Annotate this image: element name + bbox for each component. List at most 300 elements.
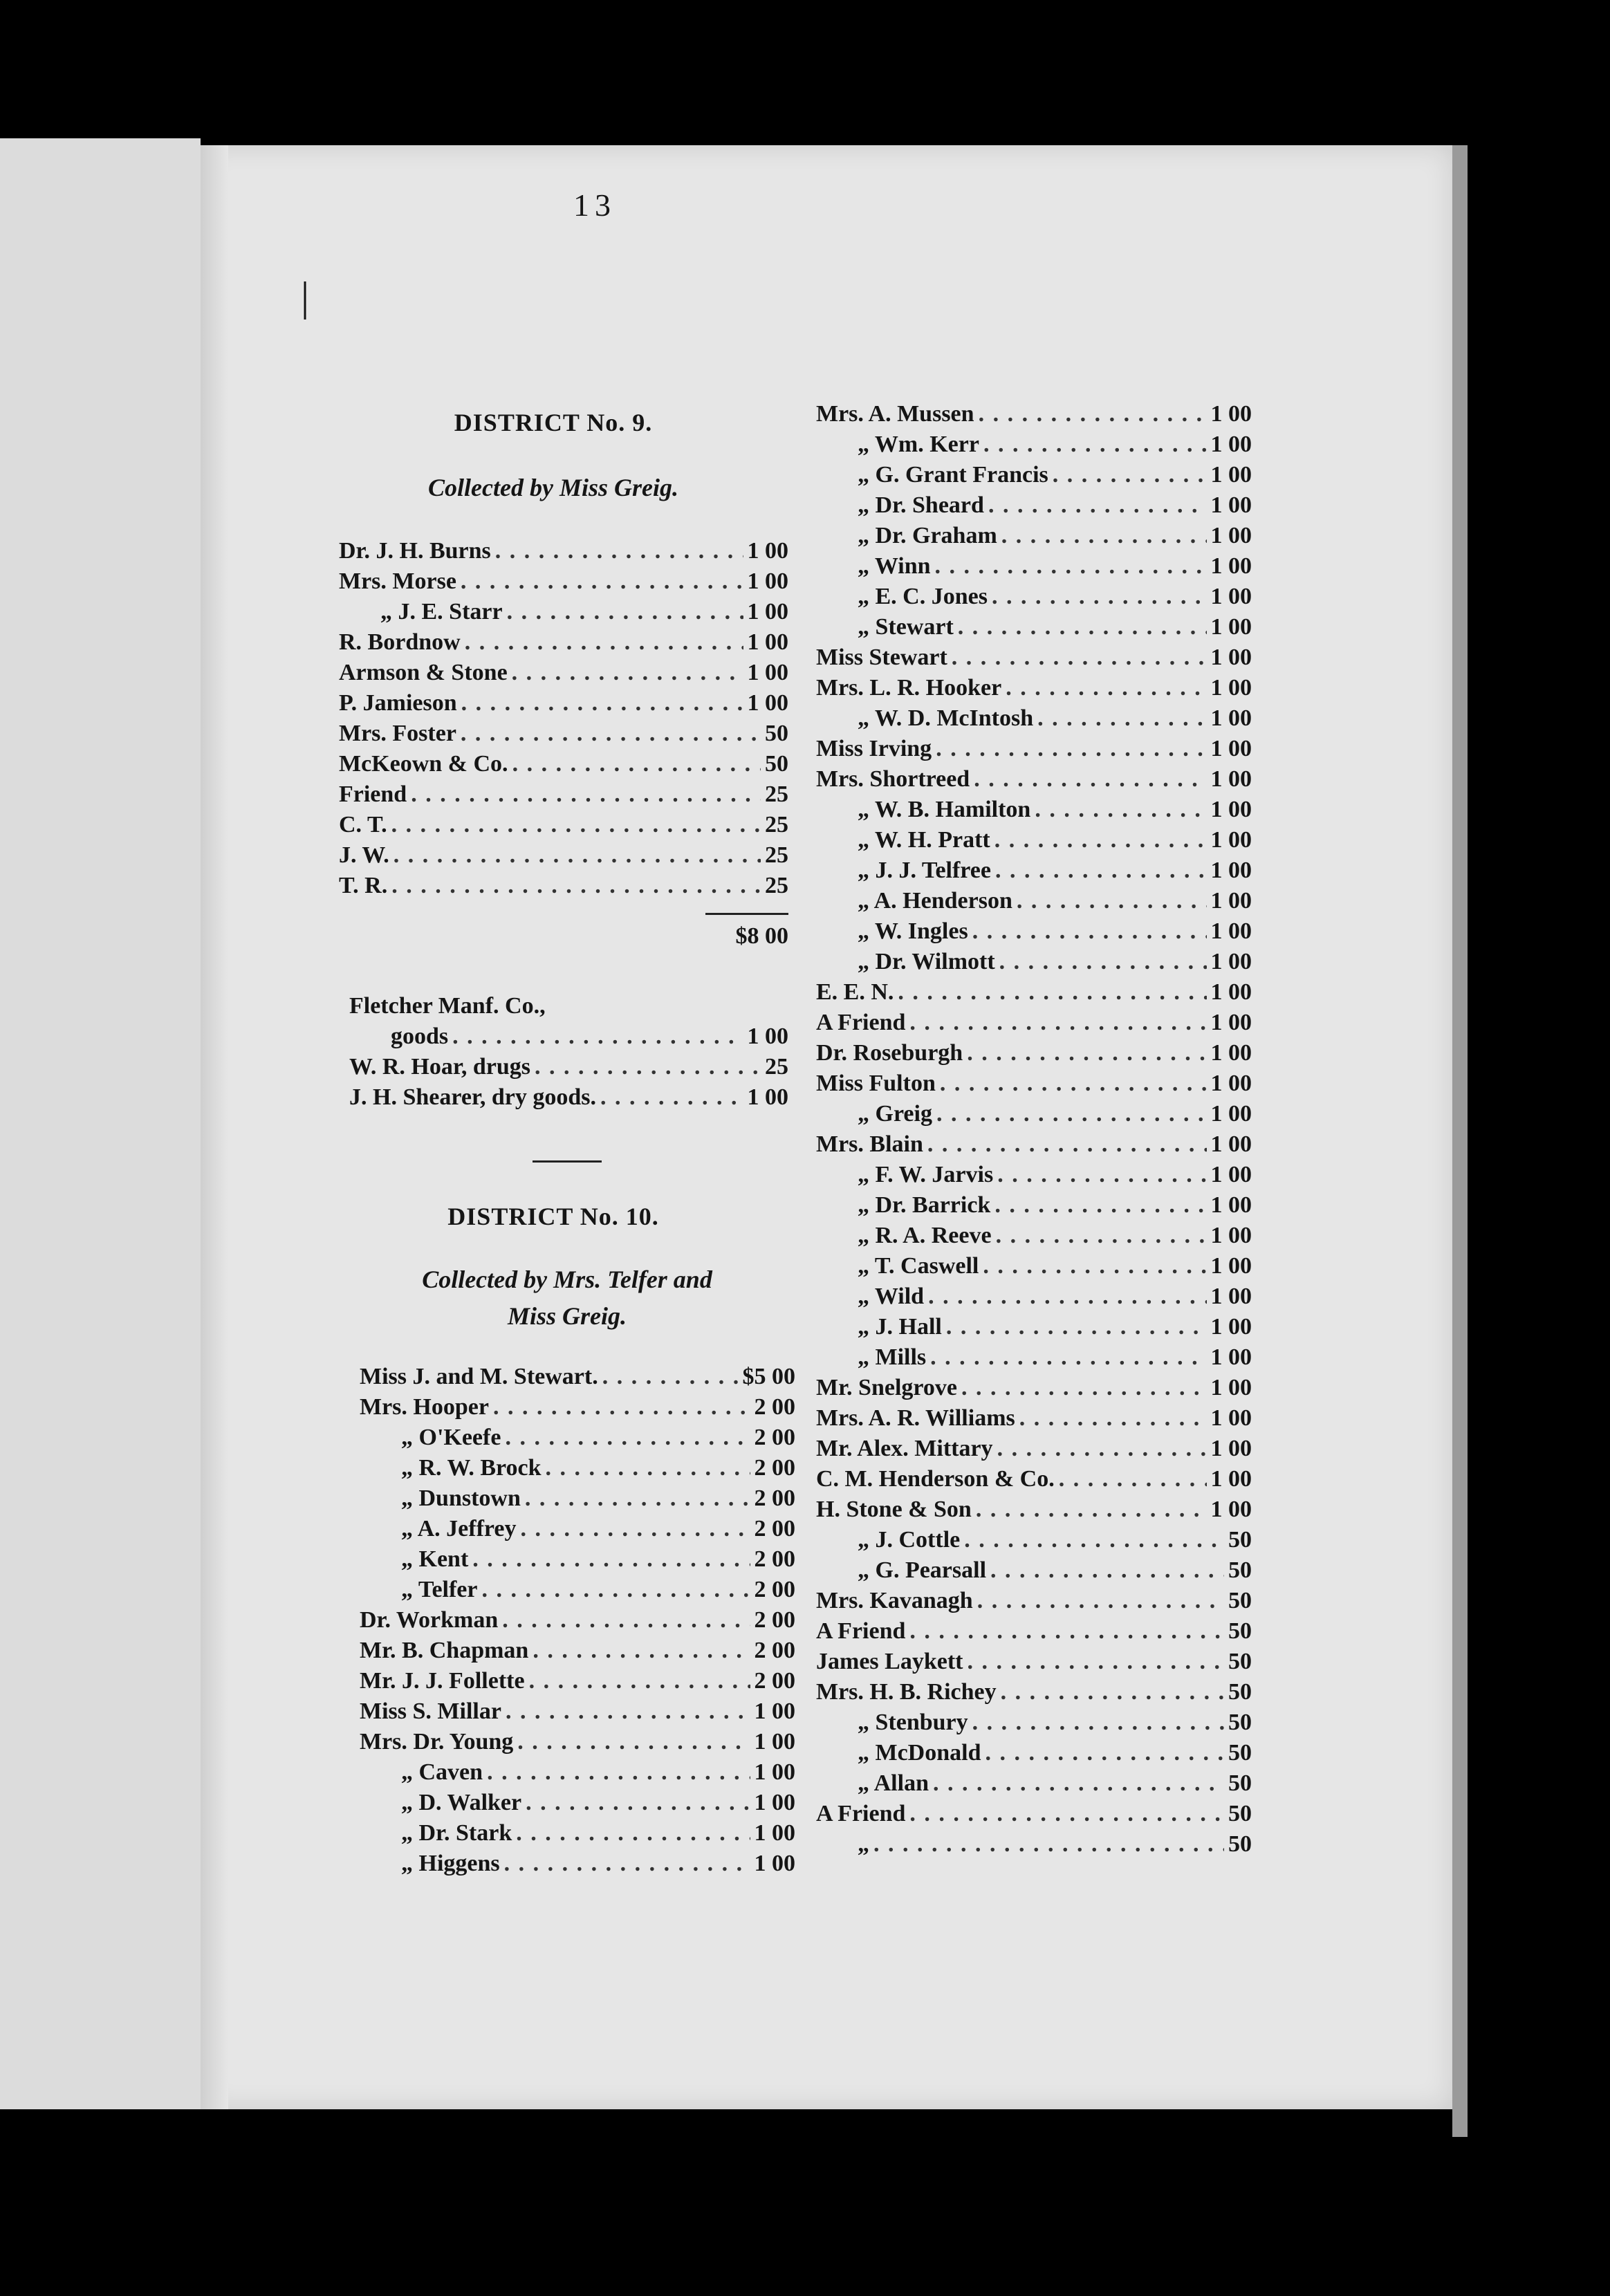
list-item — [816, 1740, 1252, 1770]
entry-amount: 25 — [765, 1054, 788, 1080]
entry-amount: 2 00 — [754, 1485, 795, 1511]
dot-leader — [487, 1759, 750, 1786]
entry-amount: 1 00 — [1210, 766, 1252, 792]
entry-amount: 1 00 — [1210, 432, 1252, 457]
page-number: 13 — [573, 187, 616, 223]
entry-name: Mrs. A. R. Williams — [816, 1405, 1015, 1431]
entry-amount: 1 00 — [1210, 614, 1252, 640]
dot-leader — [391, 812, 761, 838]
entry-name: Miss Fulton — [816, 1071, 936, 1096]
dot-leader — [992, 584, 1207, 610]
entry-amount: 1 00 — [1210, 462, 1252, 488]
entry-name: J. H. Shearer, dry goods. — [349, 1084, 597, 1110]
entry-name: „ W. B. Hamilton — [858, 797, 1031, 822]
entry-amount: 1 00 — [1210, 1405, 1252, 1431]
entry-amount: 1 00 — [1210, 1466, 1252, 1492]
list-item — [816, 1588, 1252, 1618]
dot-leader — [517, 1729, 750, 1755]
entry-name: A Friend — [816, 1618, 906, 1644]
list-item — [816, 1375, 1252, 1405]
entry-amount: 1 00 — [747, 1024, 788, 1049]
entry-name: „ Dr. Barrick — [858, 1192, 991, 1218]
entry-name: Dr. J. H. Burns — [339, 538, 491, 564]
list-item — [816, 797, 1252, 827]
dot-leader — [512, 751, 761, 777]
entry-name: „ E. C. Jones — [858, 584, 988, 609]
list-item — [339, 538, 788, 568]
entry-amount: 1 00 — [754, 1851, 795, 1876]
list-item — [816, 1436, 1252, 1466]
dot-leader — [964, 1527, 1224, 1553]
list-item — [360, 1698, 795, 1729]
entry-amount: 25 — [765, 842, 788, 868]
list-item — [816, 1314, 1252, 1344]
entry-name: „ Winn — [858, 553, 931, 579]
list-item — [816, 918, 1252, 949]
list-item — [816, 1831, 1252, 1862]
dot-leader — [997, 1162, 1206, 1188]
district-9-total: $8 00 — [735, 923, 788, 949]
dot-leader — [545, 1455, 750, 1481]
dot-leader — [983, 1253, 1206, 1279]
list-item — [360, 1638, 795, 1668]
entry-amount: 1 00 — [1210, 797, 1252, 822]
list-item — [816, 1649, 1252, 1679]
list-item — [816, 888, 1252, 918]
entry-amount: 1 00 — [1210, 1010, 1252, 1035]
margin-mark: | — [301, 274, 310, 320]
entry-amount: 2 00 — [754, 1638, 795, 1663]
entry-amount: 1 00 — [1210, 888, 1252, 914]
dot-leader — [411, 781, 761, 808]
dot-leader — [512, 660, 743, 686]
entry-amount: 1 00 — [1210, 1375, 1252, 1400]
list-item — [339, 690, 788, 721]
dot-leader — [505, 1425, 750, 1451]
entry-amount: 50 — [1228, 1527, 1252, 1553]
entry-name: „ Mills — [858, 1344, 927, 1370]
entry-name: J. W. — [339, 842, 389, 868]
dot-leader — [967, 1040, 1206, 1066]
entry-name: Mr. Alex. Mittary — [816, 1436, 993, 1461]
entry-name: „ J. Cottle — [858, 1527, 961, 1553]
entry-name: Fletcher Manf. Co., — [349, 993, 546, 1019]
entry-amount: 1 00 — [1210, 705, 1252, 731]
dot-leader — [600, 1084, 743, 1111]
list-item — [360, 1485, 795, 1516]
list-item — [816, 1253, 1252, 1284]
district-10-collector-line-2: Miss Greig. — [507, 1302, 627, 1330]
entry-amount: 2 00 — [754, 1455, 795, 1481]
list-item — [816, 1223, 1252, 1253]
entry-name: Miss S. Millar — [360, 1698, 501, 1724]
list-item — [349, 1054, 788, 1084]
dot-leader — [1035, 797, 1206, 823]
entry-amount: 1 00 — [1210, 675, 1252, 701]
entry-amount: 1 00 — [1210, 1040, 1252, 1066]
entry-amount: 1 00 — [1210, 979, 1252, 1005]
dot-leader — [909, 1801, 1224, 1827]
dot-leader — [493, 1394, 750, 1420]
entry-amount: 1 00 — [747, 599, 788, 624]
entry-name: „ Stewart — [858, 614, 954, 640]
list-item — [816, 1040, 1252, 1071]
list-item — [816, 979, 1252, 1010]
dot-leader — [983, 432, 1207, 458]
entry-amount: 50 — [1228, 1740, 1252, 1766]
list-item — [360, 1394, 795, 1425]
dot-leader — [933, 1770, 1224, 1797]
entry-amount: 1 00 — [1210, 1497, 1252, 1522]
dot-leader — [990, 1557, 1224, 1584]
list-item — [816, 1284, 1252, 1314]
entry-name: Mrs. Shortreed — [816, 766, 970, 792]
district-10-collector-line-1: Collected by Mrs. Telfer and — [422, 1266, 712, 1293]
list-item — [816, 858, 1252, 888]
dot-leader — [506, 1698, 750, 1725]
dot-leader — [1001, 523, 1207, 549]
district-9-heading: DISTRICT No. 9. — [454, 409, 653, 436]
dot-leader — [394, 842, 761, 869]
list-item — [816, 401, 1252, 432]
entry-amount: 1 00 — [747, 538, 788, 564]
list-item — [816, 766, 1252, 797]
entry-name: A Friend — [816, 1010, 906, 1035]
list-item — [360, 1425, 795, 1455]
dot-leader — [961, 1375, 1207, 1401]
right-column-list — [816, 401, 1252, 1862]
entry-amount: 1 00 — [754, 1729, 795, 1755]
list-item — [816, 1557, 1252, 1588]
list-item — [816, 1192, 1252, 1223]
entry-amount: 1 00 — [1210, 1223, 1252, 1248]
list-item — [339, 568, 788, 599]
dot-leader — [986, 1740, 1225, 1766]
facing-page-fragment — [0, 138, 201, 2109]
entry-amount: 2 00 — [754, 1425, 795, 1450]
dot-leader — [972, 1710, 1224, 1736]
entry-amount: 1 00 — [754, 1759, 795, 1785]
entry-amount: 50 — [1228, 1770, 1252, 1796]
entry-name: R. Bordnow — [339, 629, 461, 655]
list-item — [816, 462, 1252, 492]
entry-amount: 50 — [1228, 1618, 1252, 1644]
entry-amount: 1 00 — [1210, 1131, 1252, 1157]
list-item — [339, 629, 788, 660]
entry-amount: 50 — [1228, 1710, 1252, 1735]
entry-name: Miss Stewart — [816, 645, 947, 670]
entry-name: „ — [858, 1831, 869, 1857]
entry-name: Mr. Snelgrove — [816, 1375, 957, 1400]
entry-amount: 50 — [1228, 1679, 1252, 1705]
dot-leader — [927, 1131, 1207, 1158]
entry-amount: 1 00 — [1210, 1314, 1252, 1340]
entry-amount: 1 00 — [1210, 1101, 1252, 1127]
dot-leader — [391, 873, 761, 899]
entry-name: Miss Irving — [816, 736, 932, 761]
dot-leader — [946, 1314, 1207, 1340]
entry-name: goods — [391, 1024, 449, 1049]
dot-leader — [936, 1101, 1207, 1127]
district-10-heading: DISTRICT No. 10. — [447, 1203, 659, 1230]
entry-amount: 50 — [765, 721, 788, 746]
entry-amount: 1 00 — [747, 1084, 788, 1110]
entry-name: Mrs. Kavanagh — [816, 1588, 973, 1613]
list-item — [816, 492, 1252, 523]
dot-leader — [999, 949, 1207, 975]
entry-amount: 2 00 — [754, 1394, 795, 1420]
entry-name: „ Stenbury — [858, 1710, 968, 1735]
entry-amount: $5 00 — [742, 1364, 795, 1389]
dot-leader — [516, 1820, 750, 1846]
district-9-total-rule — [705, 913, 788, 915]
entry-amount: 2 00 — [754, 1546, 795, 1572]
list-item — [816, 553, 1252, 584]
entry-amount: 1 00 — [747, 690, 788, 716]
dot-leader — [1037, 705, 1206, 732]
entry-amount: 1 00 — [1210, 584, 1252, 609]
list-item — [816, 949, 1252, 979]
entry-name: „ Dr. Stark — [401, 1820, 512, 1846]
entry-name: „ Telfer — [401, 1577, 478, 1602]
district-9-goods-list — [349, 993, 788, 1115]
dot-leader — [526, 1790, 750, 1816]
dot-leader — [996, 1223, 1207, 1249]
entry-name: „ D. Walker — [401, 1790, 522, 1815]
entry-amount: 1 00 — [1210, 492, 1252, 518]
entry-name: E. E. N. — [816, 979, 894, 1005]
entry-amount: 50 — [1228, 1831, 1252, 1857]
entry-name: Mr. B. Chapman — [360, 1638, 529, 1663]
list-item — [816, 1071, 1252, 1101]
list-item — [816, 1497, 1252, 1527]
entry-name: „ Wm. Kerr — [858, 432, 979, 457]
section-divider — [533, 1160, 602, 1163]
page-gutter — [201, 145, 228, 2109]
list-item — [339, 660, 788, 690]
list-item — [816, 1466, 1252, 1497]
entry-name: Mrs. Hooper — [360, 1394, 489, 1420]
district-9-list — [339, 538, 788, 903]
list-item — [816, 675, 1252, 705]
list-item — [360, 1820, 795, 1851]
dot-leader — [1001, 1679, 1224, 1705]
dot-leader — [952, 645, 1207, 671]
entry-name: „ W. D. McIntosh — [858, 705, 1034, 731]
list-item — [816, 1770, 1252, 1801]
list-item — [339, 842, 788, 873]
entry-name: Armson & Stone — [339, 660, 508, 685]
dot-leader — [928, 1284, 1206, 1310]
entry-amount: 1 00 — [1210, 553, 1252, 579]
list-item — [360, 1516, 795, 1546]
dot-leader — [994, 827, 1207, 853]
entry-name: A Friend — [816, 1801, 906, 1826]
entry-name: „ W. H. Pratt — [858, 827, 990, 853]
entry-amount: 1 00 — [754, 1698, 795, 1724]
entry-name: Friend — [339, 781, 407, 807]
dot-leader — [507, 599, 743, 625]
entry-amount: 50 — [1228, 1557, 1252, 1583]
list-item — [360, 1364, 795, 1394]
entry-name: Dr. Workman — [360, 1607, 499, 1633]
district-9-collector: Collected by Miss Greig. — [428, 474, 678, 501]
entry-amount: 2 00 — [754, 1577, 795, 1602]
dot-leader — [974, 766, 1206, 793]
entry-name: Mr. J. J. Follette — [360, 1668, 525, 1694]
entry-name: „ Kent — [401, 1546, 469, 1572]
dot-leader — [502, 1607, 750, 1633]
entry-amount: 25 — [765, 873, 788, 898]
entry-name: C. M. Henderson & Co. — [816, 1466, 1055, 1492]
list-item — [816, 827, 1252, 858]
list-item — [349, 993, 788, 1024]
entry-name: „ G. Pearsall — [858, 1557, 987, 1583]
entry-name: „ R. W. Brock — [401, 1455, 542, 1481]
dot-leader — [873, 1831, 1224, 1858]
entry-name: Mrs. Morse — [339, 568, 456, 594]
list-item — [816, 1131, 1252, 1162]
dot-leader — [1019, 1405, 1207, 1432]
entry-name: „ Dr. Graham — [858, 523, 997, 548]
list-item — [816, 584, 1252, 614]
list-item — [360, 1851, 795, 1881]
dot-leader — [967, 1649, 1224, 1675]
list-item — [339, 599, 788, 629]
entry-amount: 1 00 — [754, 1820, 795, 1846]
entry-name: Miss J. and M. Stewart. — [360, 1364, 598, 1389]
district-10-list — [360, 1364, 795, 1881]
list-item — [349, 1024, 788, 1054]
entry-name: W. R. Hoar, drugs — [349, 1054, 530, 1080]
entry-amount: 1 00 — [754, 1790, 795, 1815]
entry-name: „ J. J. Telfree — [858, 858, 991, 883]
list-item — [360, 1729, 795, 1759]
entry-amount: 1 00 — [747, 568, 788, 594]
entry-amount: 1 00 — [1210, 1192, 1252, 1218]
entry-name: „ Wild — [858, 1284, 925, 1309]
entry-name: „ A. Henderson — [858, 888, 1012, 914]
page-edge — [1452, 145, 1468, 2137]
list-item — [339, 873, 788, 903]
entry-name: Mrs. L. R. Hooker — [816, 675, 1002, 701]
list-item — [816, 1801, 1252, 1831]
entry-name: Mrs. Foster — [339, 721, 456, 746]
entry-name: „ Dunstown — [401, 1485, 521, 1511]
entry-name: „ O'Keefe — [401, 1425, 501, 1450]
list-item — [816, 645, 1252, 675]
dot-leader — [979, 401, 1207, 427]
entry-amount: 2 00 — [754, 1607, 795, 1633]
dot-leader — [976, 1497, 1207, 1523]
entry-name: „ R. A. Reeve — [858, 1223, 992, 1248]
entry-name: „ G. Grant Francis — [858, 462, 1048, 488]
dot-leader — [898, 979, 1206, 1006]
entry-amount: 1 00 — [1210, 401, 1252, 427]
entry-amount: 1 00 — [747, 660, 788, 685]
dot-leader — [930, 1344, 1206, 1371]
entry-name: Mrs. H. B. Richey — [816, 1679, 997, 1705]
list-item — [360, 1577, 795, 1607]
entry-name: „ T. Caswell — [858, 1253, 979, 1279]
list-item — [816, 1679, 1252, 1710]
list-item — [816, 1710, 1252, 1740]
list-item — [816, 1527, 1252, 1557]
dot-leader — [461, 721, 761, 747]
dot-leader — [936, 736, 1206, 762]
entry-amount: 50 — [1228, 1588, 1252, 1613]
dot-leader — [461, 690, 743, 716]
entry-amount: 25 — [765, 812, 788, 837]
entry-amount: 50 — [765, 751, 788, 777]
list-item — [339, 721, 788, 751]
entry-amount: 1 00 — [1210, 1344, 1252, 1370]
entry-name: T. R. — [339, 873, 388, 898]
entry-name: Mrs. Dr. Young — [360, 1729, 514, 1755]
dot-leader — [535, 1054, 761, 1080]
entry-name: James Laykett — [816, 1649, 963, 1674]
dot-leader — [495, 538, 743, 564]
dot-leader — [935, 553, 1207, 580]
entry-name: C. T. — [339, 812, 387, 837]
entry-amount: 1 00 — [1210, 645, 1252, 670]
dot-leader — [909, 1618, 1224, 1645]
dot-leader — [1053, 462, 1207, 488]
dot-leader — [909, 1010, 1206, 1036]
list-item — [339, 781, 788, 812]
dot-leader — [504, 1851, 750, 1877]
dot-leader — [1059, 1466, 1207, 1492]
entry-name: „ Dr. Wilmott — [858, 949, 995, 974]
entry-name: „ J. Hall — [858, 1314, 942, 1340]
entry-amount: 1 00 — [1210, 736, 1252, 761]
list-item — [339, 751, 788, 781]
list-item — [360, 1668, 795, 1698]
dot-leader — [465, 629, 743, 656]
dot-leader — [472, 1546, 750, 1573]
dot-leader — [481, 1577, 750, 1603]
entry-amount: 1 00 — [1210, 523, 1252, 548]
list-item — [816, 523, 1252, 553]
list-item — [360, 1607, 795, 1638]
list-item — [816, 1162, 1252, 1192]
entry-name: „ McDonald — [858, 1740, 981, 1766]
entry-amount: 25 — [765, 781, 788, 807]
list-item — [816, 432, 1252, 462]
dot-leader — [452, 1024, 743, 1050]
dot-leader — [995, 858, 1207, 884]
list-item — [816, 1010, 1252, 1040]
list-item — [816, 736, 1252, 766]
dot-leader — [1006, 675, 1206, 701]
entry-amount: 1 00 — [1210, 1162, 1252, 1187]
dot-leader — [529, 1668, 750, 1694]
entry-name: „ Higgens — [401, 1851, 500, 1876]
list-item — [816, 1618, 1252, 1649]
list-item — [816, 705, 1252, 736]
entry-amount: 1 00 — [1210, 949, 1252, 974]
entry-amount: 2 00 — [754, 1516, 795, 1542]
entry-name: Mrs. Blain — [816, 1131, 923, 1157]
list-item — [360, 1790, 795, 1820]
entry-amount: 1 00 — [1210, 1284, 1252, 1309]
entry-amount: 1 00 — [1210, 1071, 1252, 1096]
entry-name: „ Allan — [858, 1770, 929, 1796]
entry-name: McKeown & Co. — [339, 751, 508, 777]
list-item — [816, 614, 1252, 645]
dot-leader — [972, 918, 1207, 945]
dot-leader — [977, 1588, 1224, 1614]
